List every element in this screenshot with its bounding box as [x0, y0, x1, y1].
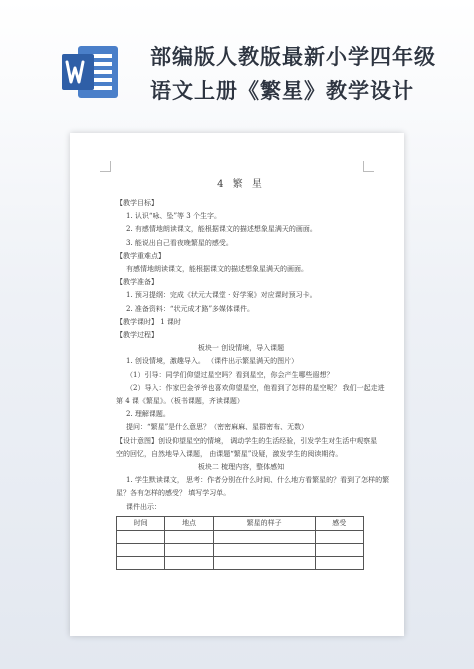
document-line: 提问：“繁星”是什么意思？（密密麻麻、星群密布、无数）: [126, 423, 309, 432]
banner-title: [150, 40, 450, 108]
table-cell: [213, 544, 315, 557]
table-cell: [165, 531, 213, 544]
document-body: [116, 177, 390, 570]
document-line: 1. 学生默读课文， 思考：作者分别在什么时间、什么地方看繁星的？看到了怎样的繁: [126, 476, 390, 485]
document-line: 【教学过程】: [116, 331, 158, 340]
table-cell: [117, 544, 165, 557]
table-row: [117, 544, 364, 557]
document-line: 【设计意图】创设仰望星空的情境， 调动学生的生活经验，引发学生对生活中观察星: [116, 436, 378, 445]
crop-mark: [100, 161, 111, 172]
table-cell: [315, 531, 363, 544]
document-line: （2）导入：作家巴金爷爷也喜欢仰望星空，他看到了怎样的星空呢？ 我们一起走进: [126, 383, 385, 392]
document-line: 【教学课时】 1 课时: [116, 317, 181, 326]
table-row: [117, 557, 364, 570]
table-cell: [315, 544, 363, 557]
table-header-cell: 地点: [165, 516, 213, 530]
table-cell: [213, 557, 315, 570]
document-line: 2. 有感情地朗读课文，能根据课文的描述想象星满天的画面。: [126, 225, 317, 234]
document-line: 【教学准备】: [116, 278, 158, 287]
document-line: 课件出示：: [126, 502, 161, 511]
table-cell: [165, 544, 213, 557]
table-cell: [117, 531, 165, 544]
table-cell: [117, 557, 165, 570]
document-page: [70, 133, 404, 636]
document-line: （1）引导：同学们仰望过星空吗？看到星空，你会产生哪些遐想？: [126, 370, 334, 379]
document-line: 【教学目标】: [116, 199, 158, 207]
document-lines: [116, 197, 390, 514]
table-row: [117, 531, 364, 544]
document-line: 第 4 课《繁星》。（板书课题，齐读课题）: [116, 397, 244, 406]
document-line: 有感情地朗读课文，能根据课文的描述想象星满天的画面。: [126, 265, 308, 274]
table-header-row: [117, 516, 364, 530]
document-line: 2. 准备资料：“状元成才路”多媒体课件。: [126, 304, 255, 313]
banner-title-line2: 语文上册《繁星》教学设计: [150, 79, 414, 103]
document-line: 1. 认识“咏、坠”等 3 个生字。: [126, 212, 221, 221]
document-line: 板块一 创设情境，导入课题: [197, 344, 285, 353]
table-header-cell: 感受: [315, 516, 363, 530]
document-line: 【教学重难点】: [116, 251, 165, 260]
word-document-icon: [58, 40, 122, 104]
title-banner: [0, 0, 474, 150]
crop-mark: [363, 161, 374, 172]
banner-title-line1: 部编版人教版最新小学四年级: [150, 45, 436, 69]
document-line: 2. 理解课题。: [126, 410, 170, 419]
table-header-cell: 时间: [117, 516, 165, 530]
worksheet-table: [116, 516, 364, 570]
table-cell: [213, 531, 315, 544]
document-line: 1. 预习提纲：完成《状元大课堂 · 好学案》对应课时预习卡。: [126, 291, 317, 300]
document-title: 4 繁 星: [217, 179, 265, 190]
table-cell: [165, 557, 213, 570]
document-line: 板块二 梳理内容，整体感知: [197, 463, 285, 472]
document-line: 星？各有怎样的感受？ 填写学习单。: [116, 489, 231, 498]
document-line: 3. 能说出自己看夜晚繁星的感受。: [126, 238, 233, 247]
table-cell: [315, 557, 363, 570]
document-line: 1. 创设情境，激趣导入。 （课件出示繁星满天的图片）: [126, 357, 299, 366]
document-line: 空的回忆，自然地导入课题， 由课题“繁星”设疑，激发学生的阅读期待。: [116, 449, 343, 458]
table-header-cell: 繁星的样子: [213, 516, 315, 530]
